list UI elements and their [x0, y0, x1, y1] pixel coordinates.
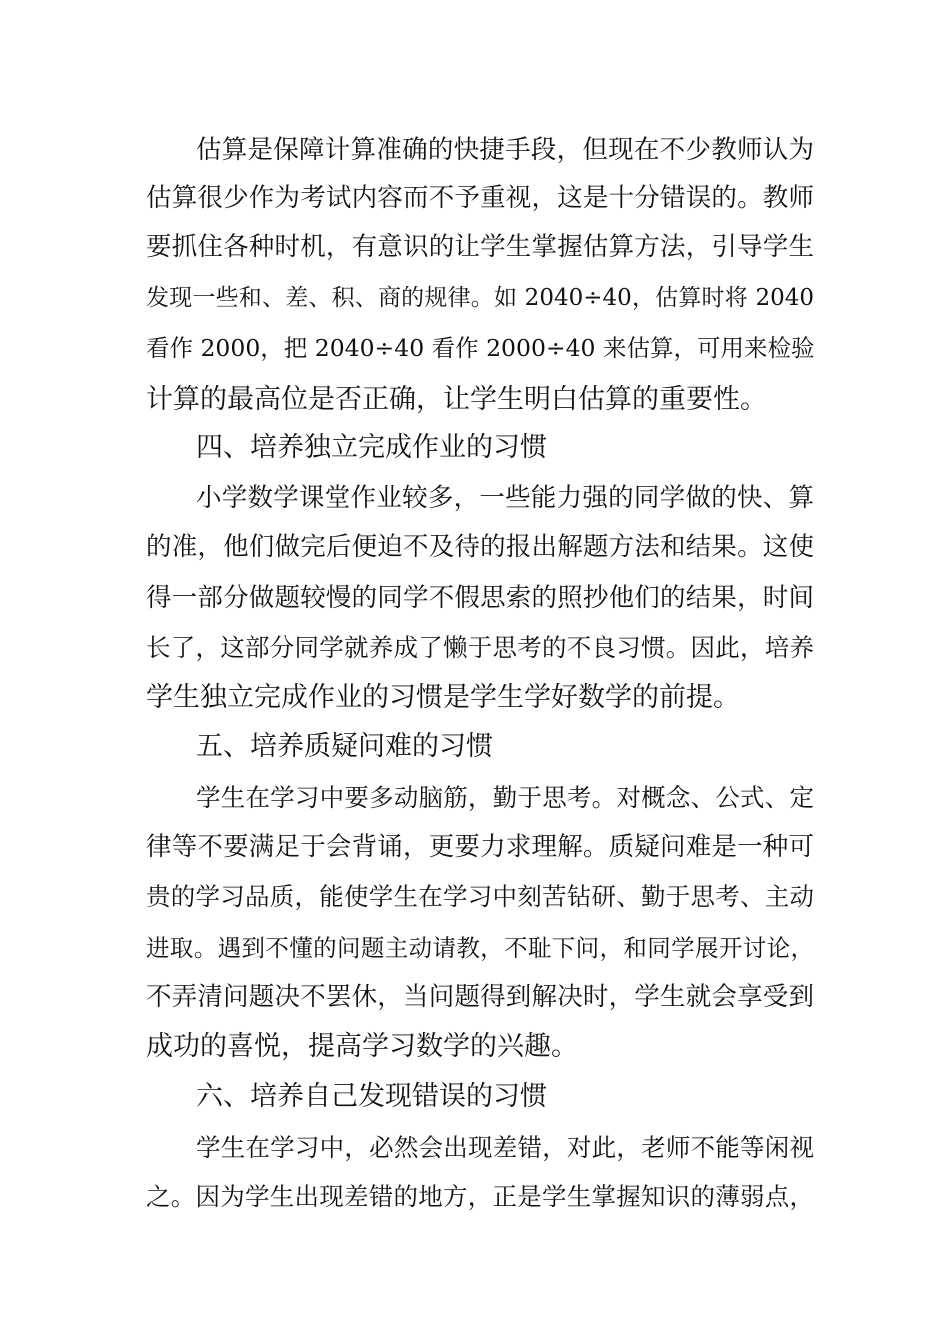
section-heading: 六、培养自己发现错误的习惯 — [196, 1081, 547, 1112]
paragraph-line: 成功的喜悦，提高学习数学的兴趣。 — [146, 1031, 578, 1062]
paragraph-line: 长了，这部分同学就养成了懒于思考的不良习惯。因此，培养 — [146, 633, 814, 662]
paragraph-line: 贵的学习品质，能使学生在学习中刻苦钻研、勤于思考、主动 — [146, 882, 814, 911]
paragraph-line: 的准，他们做完后便迫不及待的报出解题方法和结果。这使 — [146, 532, 814, 562]
paragraph-line: 估算是保障计算准确的快捷手段，但现在不少教师认为 — [196, 135, 814, 165]
paragraph-line: 不弄清问题决不罢休，当问题得到解决时，学生就会享受到 — [146, 982, 814, 1012]
paragraph-line: 计算的最高位是否正确，让学生明白估算的重要性。 — [146, 384, 767, 415]
paragraph-line: 发现一些和、差、积、商的规律。如 2040÷40，估算时将 2040 — [146, 285, 814, 311]
section-heading: 五、培养质疑问难的习惯 — [196, 731, 493, 762]
paragraph-line: 估算很少作为考试内容而不予重视，这是十分错误的。教师 — [146, 183, 814, 213]
paragraph-line: 看作 2000，把 2040÷40 看作 2000÷40 来估算，可用来检验 — [146, 334, 815, 362]
paragraph-line: 学生在学习中要多动脑筋，勤于思考。对概念、公式、定 — [196, 783, 814, 812]
paragraph-line: 之。因为学生出现差错的地方，正是学生掌握知识的薄弱点， — [146, 1182, 814, 1211]
paragraph-line: 进取。遇到不懂的问题主动请教，不耻下问，和同学展开讨论， — [146, 934, 814, 962]
paragraph-line: 要抓住各种时机，有意识的让学生掌握估算方法，引导学生 — [146, 232, 814, 262]
paragraph-line: 学生独立完成作业的习惯是学生学好数学的前提。 — [146, 682, 740, 713]
paragraph-line: 学生在学习中，必然会出现差错，对此，老师不能等闲视 — [196, 1133, 814, 1162]
paragraph-line: 得一部分做题较慢的同学不假思索的照抄他们的结果，时间 — [146, 583, 814, 613]
paragraph-line: 律等不要满足于会背诵，更要力求理解。质疑问难是一种可 — [146, 832, 814, 862]
paragraph-line: 小学数学课堂作业较多，一些能力强的同学做的快、算 — [196, 483, 814, 513]
section-heading: 四、培养独立完成作业的习惯 — [196, 432, 547, 463]
